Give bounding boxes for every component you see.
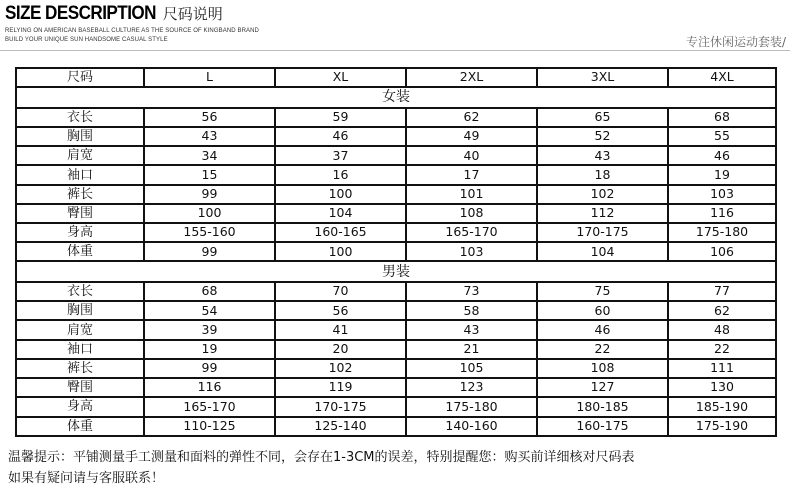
- measurement-value-cell: 59: [275, 108, 406, 127]
- table-row: [16, 359, 776, 378]
- measurement-value-cell: 65: [537, 108, 668, 127]
- measurement-value-cell: 99: [144, 359, 275, 378]
- table-row: [16, 185, 776, 204]
- measurement-label-cell: 衣长: [16, 108, 144, 127]
- brand-tagline-2: BUILD YOUR UNIQUE SUN HANDSOME CASUAL STYLE: [5, 37, 168, 43]
- measurement-value-cell: 48: [668, 320, 776, 339]
- measurement-value-cell: 165-170: [144, 397, 275, 416]
- measurement-value-cell: 54: [144, 301, 275, 320]
- measurement-value-cell: 101: [406, 185, 537, 204]
- measurement-label-cell: 肩宽: [16, 320, 144, 339]
- measurement-value-cell: 112: [537, 204, 668, 223]
- measurement-value-cell: 110-125: [144, 417, 275, 436]
- measurement-value-cell: 102: [537, 185, 668, 204]
- measurement-value-cell: 18: [537, 165, 668, 184]
- table-row: [16, 282, 776, 301]
- measurement-value-cell: 170-175: [275, 397, 406, 416]
- measurement-value-cell: 19: [144, 340, 275, 359]
- measurement-value-cell: 104: [537, 242, 668, 261]
- measurement-value-cell: 40: [406, 146, 537, 165]
- measurement-value-cell: 104: [275, 204, 406, 223]
- size-header-cell: 2XL: [406, 68, 537, 87]
- measurement-value-cell: 56: [144, 108, 275, 127]
- header-divider: [0, 50, 790, 51]
- table-row: [16, 108, 776, 127]
- table-row: [16, 242, 776, 261]
- measurement-value-cell: 175-190: [668, 417, 776, 436]
- measurement-label-cell: 胸围: [16, 301, 144, 320]
- tip-line-1: 温馨提示：平铺测量手工测量和面料的弹性不同，会存在1-3CM的误差，特别提醒您：购买前详细核对尺码表: [8, 450, 635, 465]
- table-row: [16, 301, 776, 320]
- measurement-label-cell: 体重: [16, 417, 144, 436]
- measurement-value-cell: 155-160: [144, 223, 275, 242]
- measurement-value-cell: 105: [406, 359, 537, 378]
- measurement-value-cell: 43: [406, 320, 537, 339]
- title-row: [5, 3, 223, 25]
- measurement-value-cell: 175-180: [668, 223, 776, 242]
- measurement-value-cell: 165-170: [406, 223, 537, 242]
- table-row: [16, 397, 776, 416]
- measurement-value-cell: 100: [144, 204, 275, 223]
- measurement-value-cell: 43: [144, 127, 275, 146]
- measurement-value-cell: 62: [668, 301, 776, 320]
- measurement-value-cell: 22: [668, 340, 776, 359]
- measurement-value-cell: 130: [668, 378, 776, 397]
- measurement-value-cell: 46: [275, 127, 406, 146]
- measurement-value-cell: 20: [275, 340, 406, 359]
- measurement-label-cell: 裤长: [16, 359, 144, 378]
- measurement-label-cell: 身高: [16, 223, 144, 242]
- brand-tagline-1: RELYING ON AMERICAN BASEBALL CULTURE AS THE SOURCE OF KINGBAND BRAND: [5, 28, 259, 34]
- measurement-value-cell: 55: [668, 127, 776, 146]
- measurement-value-cell: 49: [406, 127, 537, 146]
- measurement-label-cell: 体重: [16, 242, 144, 261]
- measurement-value-cell: 106: [668, 242, 776, 261]
- measurement-value-cell: 15: [144, 165, 275, 184]
- title-chinese: 尺码说明: [162, 5, 223, 23]
- tip-line-2: 如果有疑问请与客服联系！: [8, 471, 165, 486]
- table-row: [16, 320, 776, 339]
- size-header-cell: 3XL: [537, 68, 668, 87]
- measurement-value-cell: 68: [144, 282, 275, 301]
- measurement-label-cell: 胸围: [16, 127, 144, 146]
- measurement-value-cell: 119: [275, 378, 406, 397]
- measurement-label-cell: 臀围: [16, 204, 144, 223]
- measurement-label-cell: 肩宽: [16, 146, 144, 165]
- measurement-value-cell: 127: [537, 378, 668, 397]
- measurement-value-cell: 56: [275, 301, 406, 320]
- measurement-value-cell: 41: [275, 320, 406, 339]
- measurement-value-cell: 60: [537, 301, 668, 320]
- measurement-value-cell: 34: [144, 146, 275, 165]
- measurement-value-cell: 99: [144, 242, 275, 261]
- measurement-value-cell: 62: [406, 108, 537, 127]
- measurement-label-cell: 袖口: [16, 340, 144, 359]
- table-row: [16, 204, 776, 223]
- page-header: [0, 0, 790, 56]
- measurement-value-cell: 70: [275, 282, 406, 301]
- measurement-label-cell: 袖口: [16, 165, 144, 184]
- measurement-label-cell: 臀围: [16, 378, 144, 397]
- section-title-cell: 男装: [16, 261, 776, 282]
- measurement-value-cell: 170-175: [537, 223, 668, 242]
- corner-label-cell: 尺码: [16, 68, 144, 87]
- size-header-cell: L: [144, 68, 275, 87]
- measurement-value-cell: 52: [537, 127, 668, 146]
- table-row: [16, 378, 776, 397]
- measurement-value-cell: 108: [537, 359, 668, 378]
- measurement-value-cell: 108: [406, 204, 537, 223]
- measurement-value-cell: 99: [144, 185, 275, 204]
- table-row: [16, 340, 776, 359]
- measurement-value-cell: 116: [144, 378, 275, 397]
- measurement-value-cell: 100: [275, 242, 406, 261]
- measurement-value-cell: 175-180: [406, 397, 537, 416]
- measurement-value-cell: 21: [406, 340, 537, 359]
- measurement-label-cell: 衣长: [16, 282, 144, 301]
- section-title-row: [16, 87, 776, 108]
- measurement-value-cell: 103: [406, 242, 537, 261]
- measurement-value-cell: 111: [668, 359, 776, 378]
- measurement-value-cell: 19: [668, 165, 776, 184]
- measurement-value-cell: 46: [668, 146, 776, 165]
- table-row: [16, 223, 776, 242]
- measurement-label-cell: 身高: [16, 397, 144, 416]
- measurement-value-cell: 102: [275, 359, 406, 378]
- measurement-value-cell: 16: [275, 165, 406, 184]
- section-title-cell: 女装: [16, 87, 776, 108]
- table-row: [16, 127, 776, 146]
- measurement-label-cell: 裤长: [16, 185, 144, 204]
- section-title-row: [16, 261, 776, 282]
- table-row: [16, 165, 776, 184]
- measurement-value-cell: 73: [406, 282, 537, 301]
- measurement-value-cell: 160-175: [537, 417, 668, 436]
- measurement-value-cell: 100: [275, 185, 406, 204]
- measurement-value-cell: 22: [537, 340, 668, 359]
- measurement-value-cell: 37: [275, 146, 406, 165]
- measurement-value-cell: 77: [668, 282, 776, 301]
- table-row: [16, 146, 776, 165]
- measurement-value-cell: 58: [406, 301, 537, 320]
- table-row: [16, 417, 776, 436]
- size-header-cell: XL: [275, 68, 406, 87]
- measurement-value-cell: 125-140: [275, 417, 406, 436]
- measurement-value-cell: 75: [537, 282, 668, 301]
- size-header-cell: 4XL: [668, 68, 776, 87]
- size-chart-table: [15, 67, 777, 437]
- measurement-value-cell: 140-160: [406, 417, 537, 436]
- size-header-row: [16, 68, 776, 87]
- measurement-value-cell: 68: [668, 108, 776, 127]
- measurement-value-cell: 123: [406, 378, 537, 397]
- measurement-value-cell: 116: [668, 204, 776, 223]
- measurement-value-cell: 46: [537, 320, 668, 339]
- title-english: SIZE DESCRIPTION: [5, 3, 156, 24]
- measurement-value-cell: 43: [537, 146, 668, 165]
- measurement-value-cell: 185-190: [668, 397, 776, 416]
- brand-slogan: 专注休闲运动套装/: [685, 35, 786, 49]
- measurement-value-cell: 17: [406, 165, 537, 184]
- measurement-value-cell: 160-165: [275, 223, 406, 242]
- measurement-value-cell: 180-185: [537, 397, 668, 416]
- measurement-value-cell: 103: [668, 185, 776, 204]
- measurement-value-cell: 39: [144, 320, 275, 339]
